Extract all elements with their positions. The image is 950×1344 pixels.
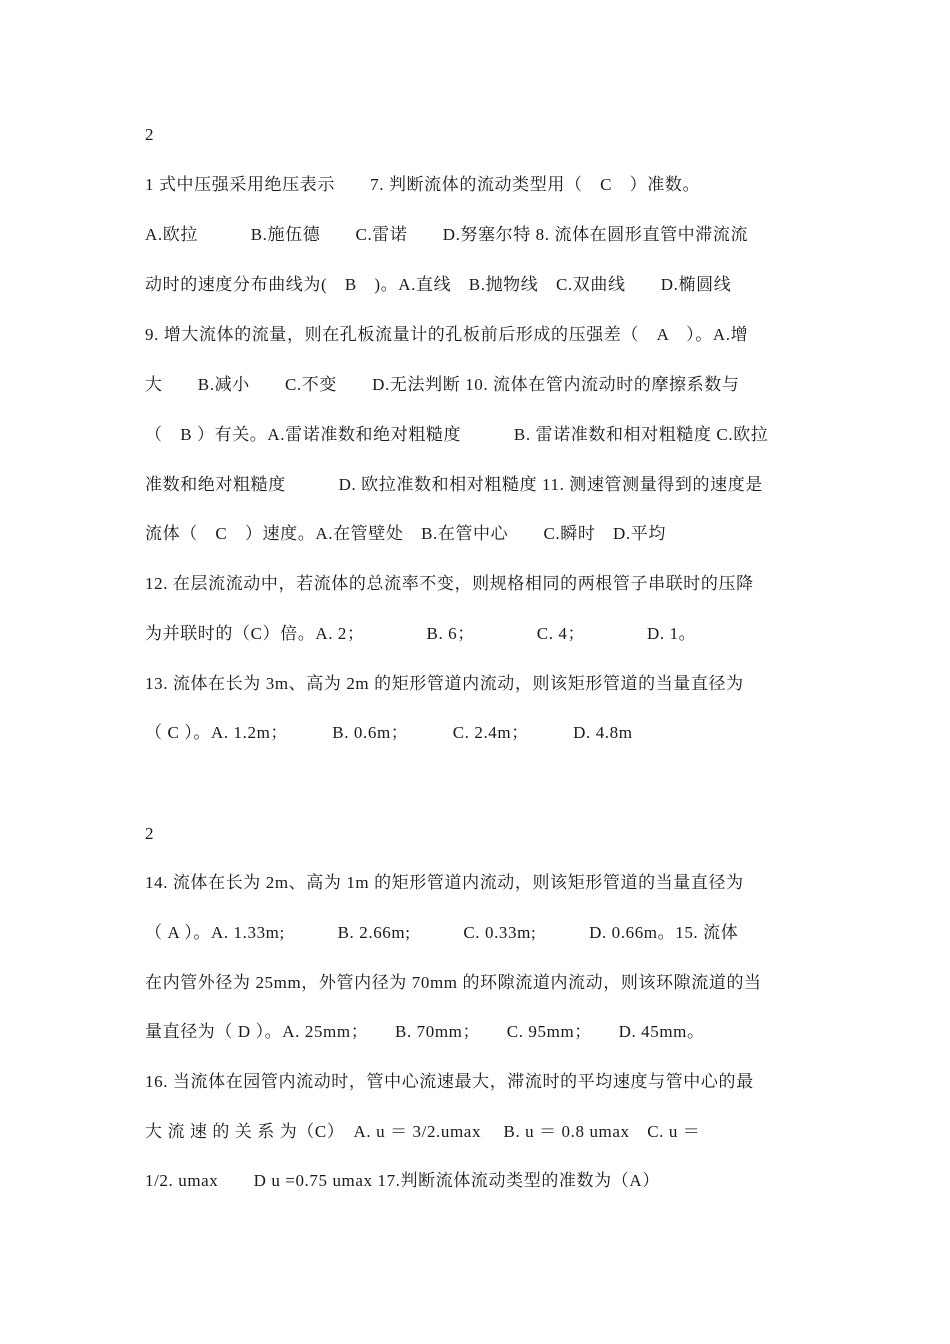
text-line: 在内管外径为 25mm，外管内径为 70mm 的环隙流道内流动，则该环隙流道的当	[145, 973, 762, 992]
text-line: 准数和绝对粗糙度 D. 欧拉准数和相对粗糙度 11. 测速管测量得到的速度是	[145, 475, 763, 494]
text-line: 流体（ C ）速度。A.在管壁处 B.在管中心 C.瞬时 D.平均	[145, 524, 666, 543]
text-line: 大 B.减小 C.不变 D.无法判断 10. 流体在管内流动时的摩擦系数与	[145, 375, 740, 394]
text-line: （ A ）。A. 1.33m; B. 2.66m; C. 0.33m; D. 0.66m。15. 流体	[145, 923, 739, 942]
text-line: 12. 在层流流动中，若流体的总流率不变，则规格相同的两根管子串联时的压降	[145, 574, 754, 593]
text-line: 9. 增大流体的流量，则在孔板流量计的孔板前后形成的压强差（ A ）。A.增	[145, 325, 749, 344]
text-line: 为并联时的（C）倍。A. 2； B. 6； C. 4； D. 1。	[145, 624, 697, 643]
text-line: （ B ）有关。A.雷诺准数和绝对粗糙度 B. 雷诺准数和相对粗糙度 C.欧拉	[145, 425, 769, 444]
text-line: 动时的速度分布曲线为( B )。A.直线 B.抛物线 C.双曲线 D.椭圆线	[145, 275, 732, 294]
text-line: 量直径为（ D ）。A. 25mm； B. 70mm； C. 95mm； D. 45mm。	[145, 1022, 705, 1041]
text-line: 1 式中压强采用绝压表示 7. 判断流体的流动类型用（ C ）准数。	[145, 175, 701, 194]
page-number-marker: 2	[145, 824, 155, 843]
page-number-marker: 2	[145, 125, 155, 144]
text-line: 1/2. umax D u =0.75 umax 17.判断流体流动类型的准数为（A）	[145, 1171, 660, 1190]
text-line: 13. 流体在长为 3m、高为 2m 的矩形管道内流动，则该矩形管道的当量直径为	[145, 674, 744, 693]
text-line: A.欧拉 B.施伍德 C.雷诺 D.努塞尔特 8. 流体在圆形直管中滞流流	[145, 225, 749, 244]
text-line: 14. 流体在长为 2m、高为 1m 的矩形管道内流动，则该矩形管道的当量直径为	[145, 873, 744, 892]
text-line: 16. 当流体在园管内流动时，管中心流速最大，滞流时的平均速度与管中心的最	[145, 1072, 754, 1091]
text-line: 大 流 速 的 关 系 为（C） A. u ＝ 3/2.umax B. u ＝ 0.8 umax C. u ＝	[145, 1122, 701, 1141]
text-line: （ C ）。A. 1.2m； B. 0.6m； C. 2.4m； D. 4.8m	[145, 723, 633, 742]
